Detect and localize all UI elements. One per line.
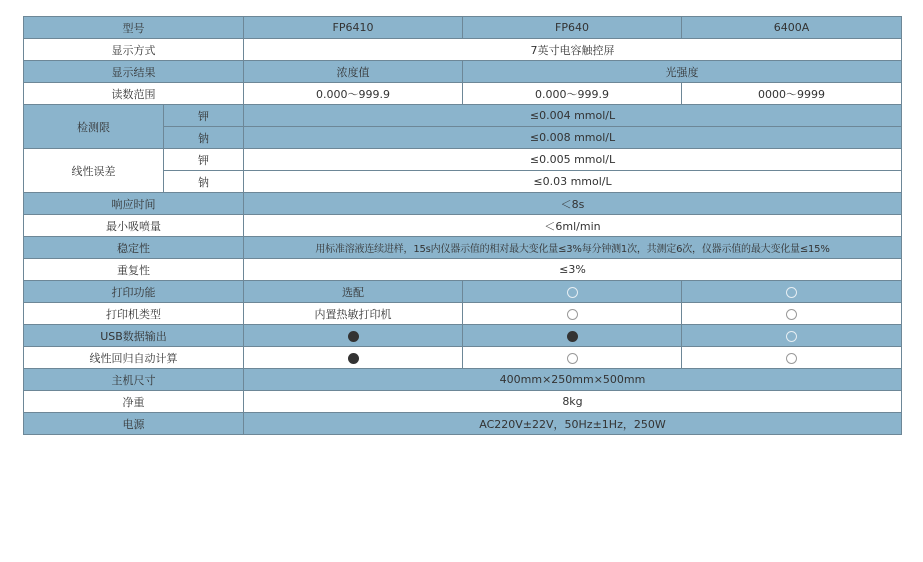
row-linear-error-k (24, 149, 902, 171)
mark-cell (463, 281, 682, 303)
row-value: 选配 (244, 281, 463, 303)
empty-circle-icon (567, 353, 578, 364)
row-value: ≤3% (244, 259, 902, 281)
spec-table (23, 16, 902, 435)
sub-label: 钠 (164, 171, 244, 193)
row-value: ≤0.008 mmol/L (244, 127, 902, 149)
row-print-function (24, 281, 902, 303)
filled-circle-icon (348, 353, 359, 364)
row-value: ＜6ml/min (244, 215, 902, 237)
empty-circle-icon (786, 331, 797, 342)
row-label: 读数范围 (24, 83, 244, 105)
mark-cell (682, 347, 902, 369)
row-linear-regression (24, 347, 902, 369)
empty-circle-icon (567, 287, 578, 298)
empty-circle-icon (786, 353, 797, 364)
row-value: 0.000～999.9 (463, 83, 682, 105)
row-value: ≤0.03 mmol/L (244, 171, 902, 193)
mark-cell (244, 325, 463, 347)
row-label: 线性回归自动计算 (24, 347, 244, 369)
row-label: 稳定性 (24, 237, 244, 259)
row-value: 400mm×250mm×500mm (244, 369, 902, 391)
sub-label: 钾 (164, 105, 244, 127)
row-label: 打印机类型 (24, 303, 244, 325)
mark-cell (244, 347, 463, 369)
row-value: 8kg (244, 391, 902, 413)
header-row (24, 17, 902, 39)
row-stability (24, 237, 902, 259)
row-label: 净重 (24, 391, 244, 413)
empty-circle-icon (786, 287, 797, 298)
sub-label: 钾 (164, 149, 244, 171)
mark-cell (682, 303, 902, 325)
row-dimensions (24, 369, 902, 391)
row-reading-range (24, 83, 902, 105)
mark-cell (682, 281, 902, 303)
row-value: 7英寸电容触控屏 (244, 39, 902, 61)
row-label: USB数据输出 (24, 325, 244, 347)
empty-circle-icon (567, 309, 578, 320)
row-repeatability (24, 259, 902, 281)
row-net-weight (24, 391, 902, 413)
row-value: 用标准溶液连续进样，15s内仪器示值的相对最大变化量≤3%每分钟测1次，共测定6次，仪器示值的最大变化量≤15% (244, 237, 902, 259)
row-display-mode (24, 39, 902, 61)
row-display-result (24, 61, 902, 83)
row-value: 内置热敏打印机 (244, 303, 463, 325)
row-label: 检测限 (24, 105, 164, 149)
row-min-suction (24, 215, 902, 237)
row-label: 显示结果 (24, 61, 244, 83)
row-label: 重复性 (24, 259, 244, 281)
row-printer-type (24, 303, 902, 325)
row-label: 主机尺寸 (24, 369, 244, 391)
model-fp640: FP640 (463, 17, 682, 39)
row-value: AC220V±22V，50Hz±1Hz，250W (244, 413, 902, 435)
header-label: 型号 (24, 17, 244, 39)
row-value: 0000～9999 (682, 83, 902, 105)
empty-circle-icon (786, 309, 797, 320)
row-value: 光强度 (463, 61, 902, 83)
row-value: ≤0.005 mmol/L (244, 149, 902, 171)
row-label: 显示方式 (24, 39, 244, 61)
row-label: 最小吸喷量 (24, 215, 244, 237)
row-value: ＜8s (244, 193, 902, 215)
row-power (24, 413, 902, 435)
mark-cell (463, 325, 682, 347)
row-response-time (24, 193, 902, 215)
row-label: 响应时间 (24, 193, 244, 215)
model-6400a: 6400A (682, 17, 902, 39)
row-value: 0.000～999.9 (244, 83, 463, 105)
mark-cell (682, 325, 902, 347)
row-label: 电源 (24, 413, 244, 435)
mark-cell (463, 303, 682, 325)
row-value: ≤0.004 mmol/L (244, 105, 902, 127)
mark-cell (463, 347, 682, 369)
row-label: 线性误差 (24, 149, 164, 193)
row-label: 打印功能 (24, 281, 244, 303)
filled-circle-icon (567, 331, 578, 342)
model-fp6410: FP6410 (244, 17, 463, 39)
filled-circle-icon (348, 331, 359, 342)
row-usb-output (24, 325, 902, 347)
row-detection-limit-k (24, 105, 902, 127)
row-value: 浓度值 (244, 61, 463, 83)
sub-label: 钠 (164, 127, 244, 149)
